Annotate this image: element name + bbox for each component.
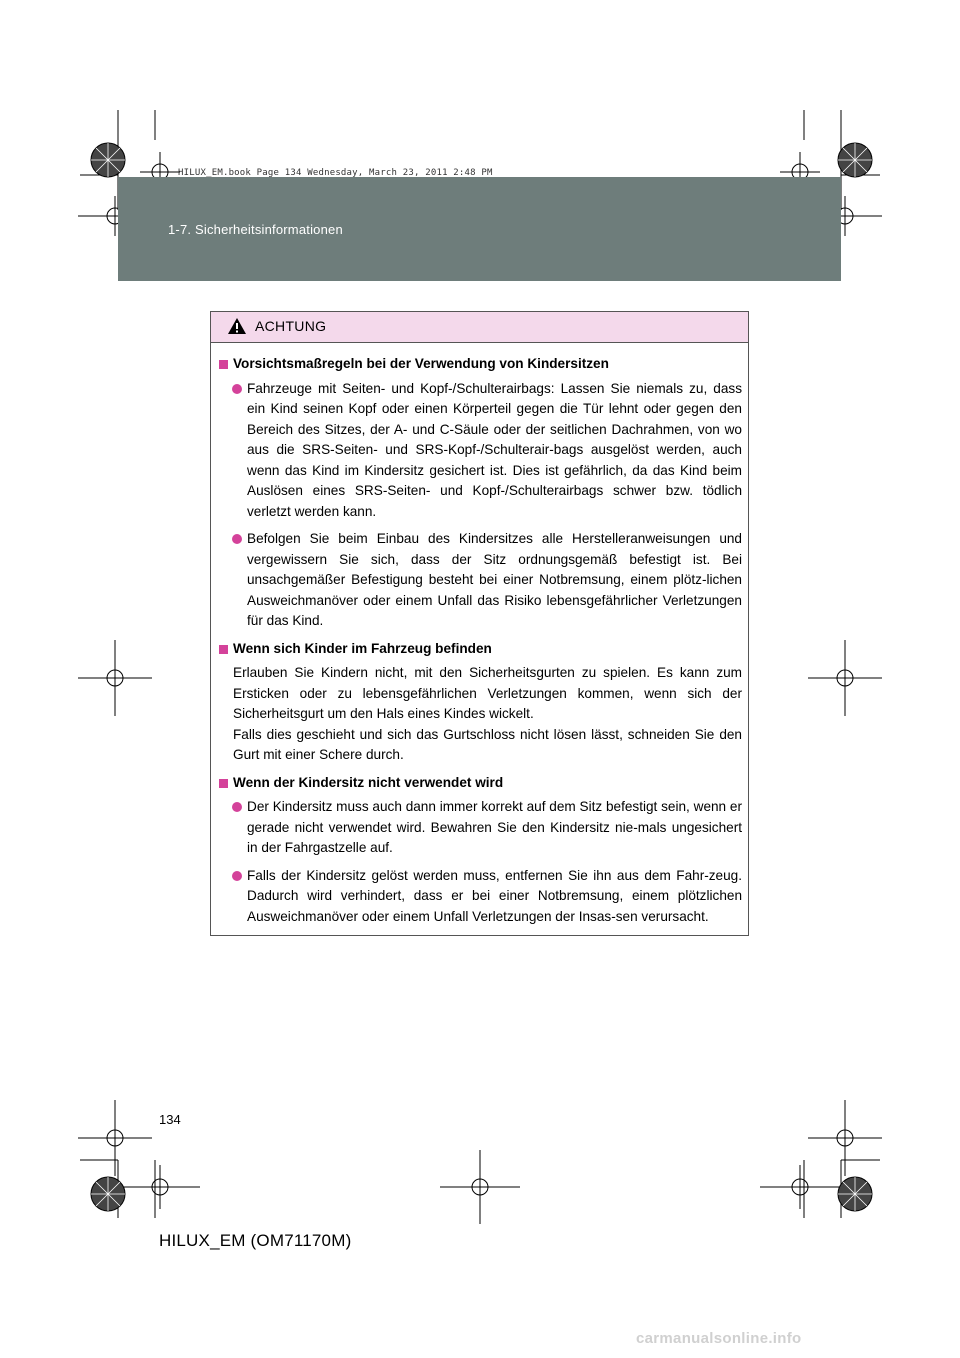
section-title: 1-7. Sicherheitsinformationen (168, 222, 343, 237)
square-bullet-icon (219, 360, 228, 369)
circle-bullet-icon (232, 802, 242, 812)
circle-bullet-icon (232, 871, 242, 881)
list-item: Der Kindersitz muss auch dann immer korrekt auf dem Sitz befestigt sein, wenn er gerade nicht verwendet wird. Bewahren Sie den Kindersitz nie-mals ungesichert in der Fahrgastzelle auf. (232, 797, 742, 859)
book-stamp: HILUX_EM.book Page 134 Wednesday, March 23, 2011 2:48 PM (178, 168, 493, 178)
section-heading: Wenn der Kindersitz nicht verwendet wird (219, 773, 742, 794)
list-item: Falls der Kindersitz gelöst werden muss, entfernen Sie ihn aus dem Fahr-zeug. Dadurch wird verhindert, dass er bei einer Notbremsung, einem plötzlichen Ausweichmanöver oder einem Unfall Verletzungen der Insas-sen verursacht. (232, 866, 742, 928)
manual-code: HILUX_EM (OM71170M) (159, 1231, 352, 1250)
footer-watermark-link[interactable]: carmanualsonline.info (636, 1330, 802, 1347)
warning-title: ACHTUNG (255, 318, 327, 334)
page-number: 134 (159, 1112, 181, 1127)
section-heading: Wenn sich Kinder im Fahrzeug befinden (219, 639, 742, 660)
warning-body (211, 343, 748, 927)
warning-header (211, 312, 748, 343)
warning-triangle-icon (227, 317, 247, 335)
circle-bullet-icon (232, 384, 242, 394)
square-bullet-icon (219, 645, 228, 654)
warning-box (210, 311, 749, 936)
paragraph: Erlauben Sie Kindern nicht, mit den Sicherheitsgurten zu spielen. Es kann zum Ersticken oder zu lebensgefährlichen Verletzungen kommen, wenn sich der Sicherheitsgurt um den Hals eines Kindes wickelt. Falls dies geschieht und sich das Gurtschloss nicht lösen lässt, schneiden Sie den Gurt mit einer Schere durch. (233, 665, 742, 762)
list-item: Befolgen Sie beim Einbau des Kindersitzes alle Herstelleranweisungen und vergewissern Sie sich, dass der Sitz ordnungsgemäß befestigt ist. Bei unsachgemäßer Befestigung besteht bei einer Notbremsung, einem plötz-lichen Ausweichmanöver oder einem Unfall das Risiko lebensgefährlicher Verletzungen für das Kind. (232, 529, 742, 632)
square-bullet-icon (219, 779, 228, 788)
section-heading: Vorsichtsmaßregeln bei der Verwendung von Kindersitzen (219, 354, 742, 375)
list-item: Fahrzeuge mit Seiten- und Kopf-/Schulterairbags: Lassen Sie niemals zu, dass ein Kind seinen Kopf oder einen Körperteil gegen die Tür lehnt oder gegen den Bereich des Sitzes, der A- und C-Säule oder der seitlichen Dachrahmen, von wo aus die SRS-Seiten- und SRS-Kopf-/Schulterair-bags ausgelöst werden, auch wenn das Kind im Kindersitz gesichert ist. Dies ist gefährlich, da das Kind beim Auslösen eines SRS-Seiten- und Kopf-/Schulterairbags schwer bzw. tödlich verletzt werden kann. (232, 379, 742, 523)
circle-bullet-icon (232, 534, 242, 544)
